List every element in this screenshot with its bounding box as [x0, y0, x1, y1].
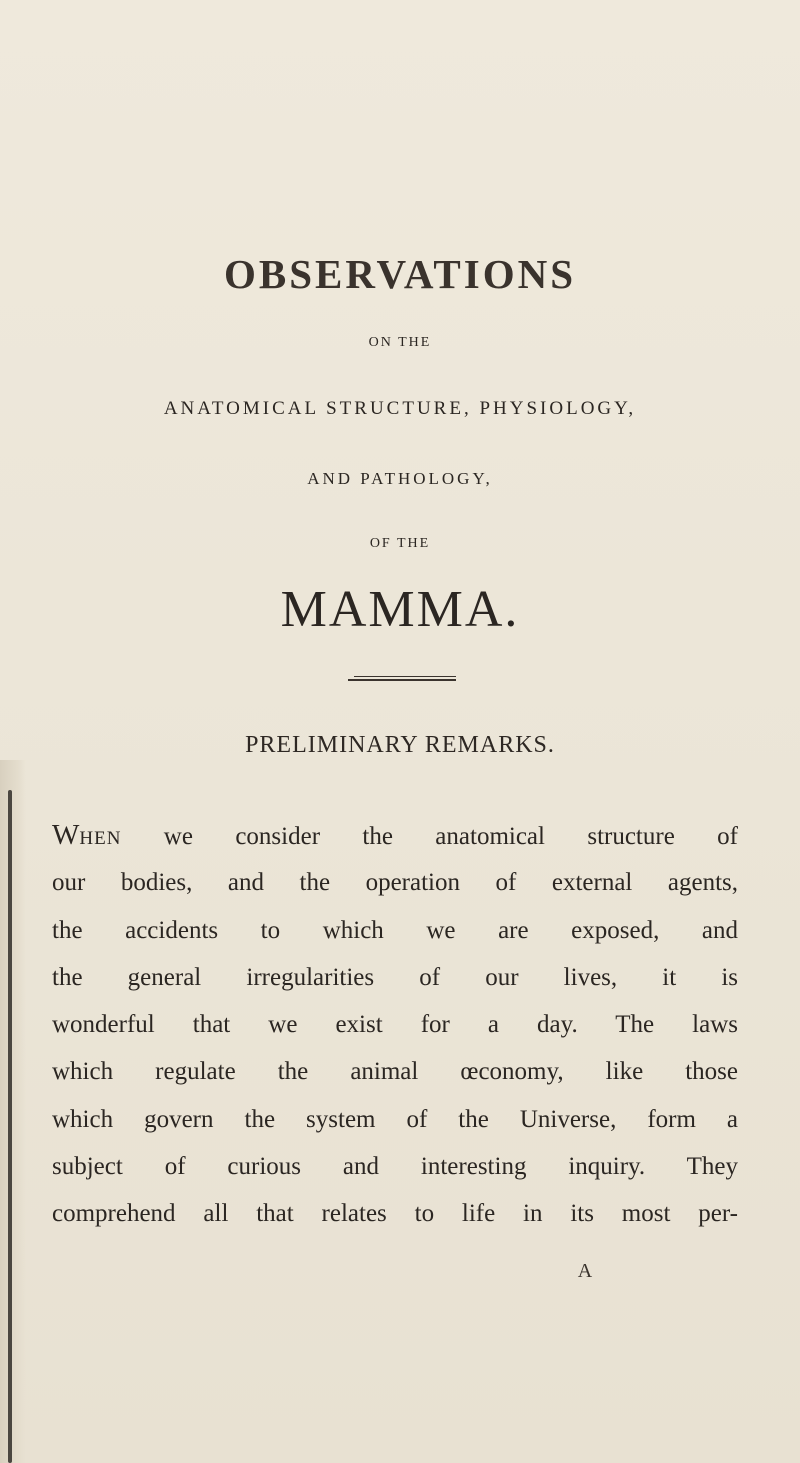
paragraph-line-5: wonderful that we exist for a day. The laws [52, 1011, 738, 1039]
title-subject-main: MAMMA. [280, 581, 520, 638]
ornamental-rule [348, 676, 456, 681]
paragraph-line-1 [52, 812, 738, 859]
body-paragraph [52, 812, 738, 1238]
initial-smallcaps: HEN [79, 828, 122, 849]
paragraph-line-3: the accidents to which we are exposed, and [52, 916, 738, 944]
section-heading: PRELIMINARY REMARKS. [245, 732, 555, 758]
paragraph-line-9: comprehend all that relates to life in its most per- [52, 1200, 738, 1228]
title-connector-of-the: OF THE [369, 536, 431, 551]
paragraph-line-8: subject of curious and interesting inquiry. They [52, 1153, 738, 1181]
page-gutter-shadow [0, 760, 26, 1463]
paragraph-line-2: our bodies, and the operation of external agents, [52, 869, 738, 897]
paragraph-line-4: the general irregularities of our lives, it is [52, 963, 738, 991]
title-subjects-line-2: AND PATHOLOGY, [307, 469, 493, 488]
signature-mark: A [577, 1260, 593, 1282]
binding-edge [8, 790, 12, 1463]
initial-letter: W [52, 819, 80, 851]
main-title: OBSERVATIONS [223, 251, 577, 297]
title-subjects-line-1: ANATOMICAL STRUCTURE, PHYSIOLOGY, [163, 398, 637, 419]
paragraph-line-7: which govern the system of the Universe, form a [52, 1105, 738, 1133]
line-text: we consider the anatomical structure of [121, 823, 738, 850]
paragraph-line-6: which regulate the animal œconomy, like those [52, 1058, 738, 1086]
title-connector-on-the: ON THE [368, 335, 432, 350]
